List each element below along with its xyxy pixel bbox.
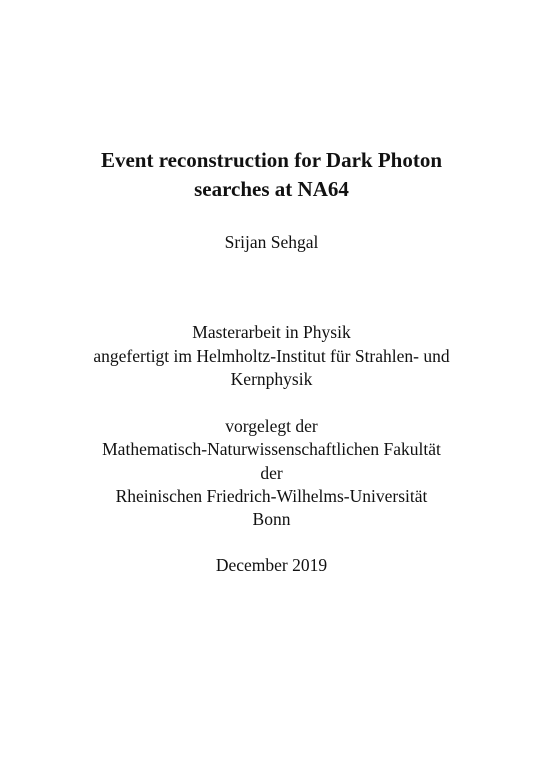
submission-line-3: der xyxy=(260,463,283,483)
university-name: Rheinischen Friedrich-Wilhelms-Universität xyxy=(115,486,428,506)
institute-line-1: angefertigt im Helmholtz-Institut für Strahlen- und xyxy=(93,346,450,366)
submission-date: December 2019 xyxy=(215,555,328,575)
faculty-name: Mathematisch-Naturwissenschaftlichen Fakultät xyxy=(102,439,441,459)
city-name: Bonn xyxy=(252,509,291,529)
institute-line-2: Kernphysik xyxy=(230,369,313,389)
thesis-type: Masterarbeit in Physik xyxy=(192,322,351,342)
submission-line-1: vorgelegt der xyxy=(225,416,318,436)
author-name: Srijan Sehgal xyxy=(224,232,319,252)
thesis-title-line-2: searches at NA64 xyxy=(194,177,349,201)
thesis-title-line-1: Event reconstruction for Dark Photon xyxy=(100,148,443,172)
